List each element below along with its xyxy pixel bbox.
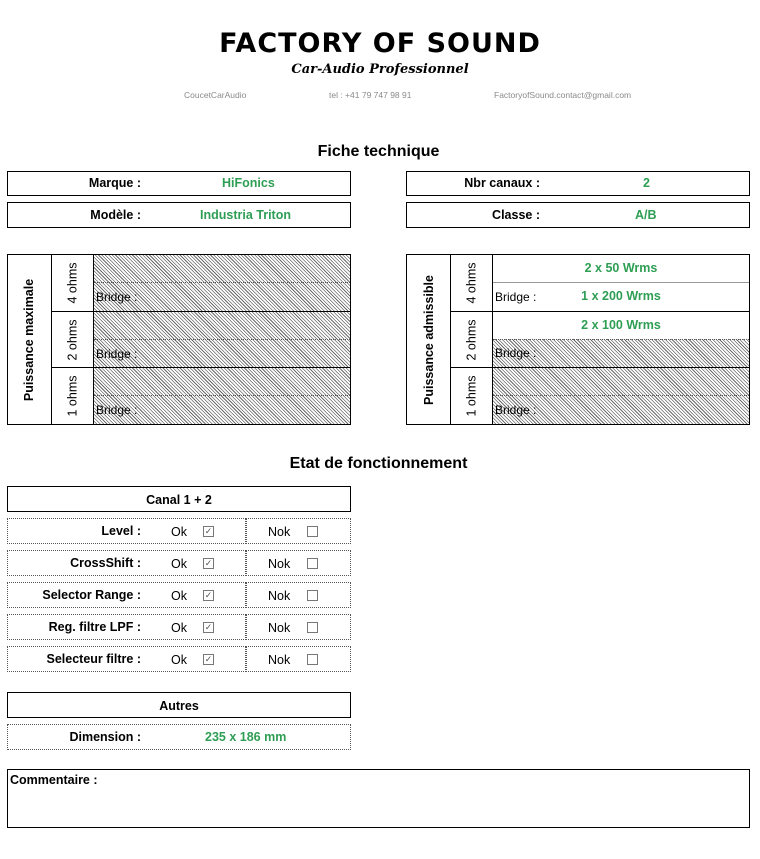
etat-row [7, 582, 351, 608]
contact-name: CoucetCarAudio [184, 90, 247, 100]
puissance-max-title: Puissance maximale [22, 278, 37, 401]
max-2-bridge-label: Bridge : [96, 347, 138, 361]
ok-checkbox[interactable]: ✓ [204, 654, 213, 664]
adm-1-bridge-label: Bridge : [495, 403, 537, 417]
max-4-bridge-label: Bridge : [96, 290, 138, 304]
max-4-ohms-cell [94, 255, 350, 311]
nok-label: Nok [268, 557, 291, 571]
adm-2-value: 2 x 100 Wrms [581, 318, 661, 332]
nok-label: Nok [268, 525, 291, 539]
adm-4-bridge-label: Bridge : [495, 290, 537, 304]
etat-row-label: Reg. filtre LPF : [48, 620, 141, 634]
canaux-value: 2 [643, 176, 650, 190]
commentaire-label: Commentaire : [10, 773, 98, 787]
brand-title: FACTORY OF SOUND [219, 28, 541, 59]
max-2-ohms-cell [94, 312, 350, 367]
dimension-field [7, 724, 351, 750]
classe-value: A/B [635, 208, 657, 222]
nok-checkbox[interactable] [307, 654, 318, 665]
ok-label: Ok [171, 557, 187, 571]
ok-checkbox[interactable]: ✓ [204, 590, 213, 600]
etat-title: Etat de fonctionnement [289, 455, 468, 472]
adm-4-value: 2 x 50 Wrms [584, 261, 658, 275]
contact-email: FactoryofSound.contact@gmail.com [494, 90, 632, 100]
max-row-1-ohms: 1 ohms [65, 375, 80, 417]
etat-row [7, 646, 351, 672]
nok-checkbox[interactable] [307, 526, 318, 537]
canal-label: Canal 1 + 2 [146, 493, 212, 507]
classe-label: Classe : [492, 208, 540, 222]
nok-label: Nok [268, 621, 291, 635]
nok-checkbox[interactable] [307, 558, 318, 569]
modele-field [7, 202, 351, 228]
adm-row-2-ohms: 2 ohms [464, 319, 479, 360]
max-row-2-ohms: 2 ohms [65, 319, 80, 360]
canaux-field [406, 171, 750, 196]
puissance-adm-table [406, 254, 750, 425]
marque-value: HiFonics [222, 176, 275, 190]
autres-label: Autres [159, 699, 199, 713]
etat-row-label: Selecteur filtre : [46, 652, 141, 666]
classe-field [406, 202, 750, 228]
marque-field [7, 171, 351, 196]
ok-label: Ok [171, 653, 187, 667]
ok-checkbox[interactable]: ✓ [204, 526, 213, 536]
nok-checkbox[interactable] [307, 622, 318, 633]
adm-row-1-ohms: 1 ohms [464, 375, 479, 417]
canaux-label: Nbr canaux : [464, 176, 540, 190]
etat-row-label: CrossShift : [70, 556, 141, 570]
adm-2-ohms-cell [493, 312, 749, 367]
nok-checkbox[interactable] [307, 590, 318, 601]
ok-label: Ok [171, 621, 187, 635]
dimension-label: Dimension : [69, 730, 141, 744]
puissance-max-table [7, 254, 351, 425]
etat-row-label: Selector Range : [42, 588, 141, 602]
canal-header [7, 486, 351, 512]
contact-phone: tel : +41 79 747 98 91 [329, 90, 412, 100]
etat-row [7, 550, 351, 576]
puissance-adm-title: Puissance admissible [421, 274, 436, 405]
commentaire-box[interactable] [7, 769, 750, 828]
marque-label: Marque : [88, 176, 141, 190]
adm-4-bridge-value: 1 x 200 Wrms [581, 289, 661, 303]
fiche-title: Fiche technique [317, 143, 440, 160]
nok-label: Nok [268, 653, 291, 667]
max-1-bridge-label: Bridge : [96, 403, 138, 417]
etat-row [7, 614, 351, 640]
max-row-4-ohms: 4 ohms [65, 262, 80, 304]
adm-1-ohms-cell [493, 368, 749, 424]
ok-label: Ok [171, 589, 187, 603]
nok-label: Nok [268, 589, 291, 603]
ok-label: Ok [171, 525, 187, 539]
modele-value: Industria Triton [200, 208, 291, 222]
adm-2-bridge-label: Bridge : [495, 346, 537, 360]
autres-header [7, 692, 351, 718]
adm-row-4-ohms: 4 ohms [464, 262, 479, 304]
brand-tagline: Car-Audio Professionnel [291, 62, 469, 77]
adm-4-ohms-cell [493, 255, 749, 311]
max-1-ohms-cell [94, 368, 350, 424]
etat-row [7, 518, 351, 544]
modele-label: Modèle : [90, 208, 141, 222]
ok-checkbox[interactable]: ✓ [204, 622, 213, 632]
ok-checkbox[interactable]: ✓ [204, 558, 213, 568]
dimension-value: 235 x 186 mm [205, 730, 287, 744]
etat-row-label: Level : [101, 524, 141, 538]
